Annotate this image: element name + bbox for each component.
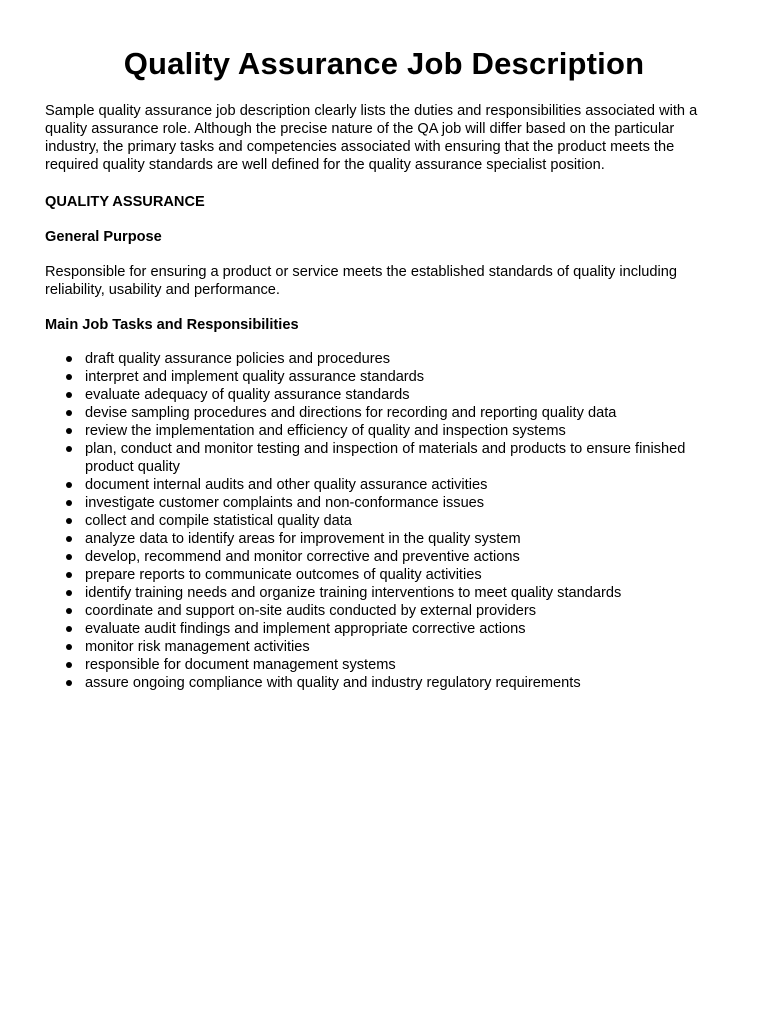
list-item-text: devise sampling procedures and directions for recording and reporting quality data [85,405,617,421]
list-item-text: prepare reports to communicate outcomes of quality activities [85,567,482,583]
list-item [45,602,723,620]
list-item-text: coordinate and support on-site audits conducted by external providers [85,603,537,619]
bullet-icon [66,374,72,380]
bullet-icon [66,518,72,524]
general-purpose-text: Responsible for ensuring a product or service meets the established standards of quality including reliability, usability and performance. [45,264,677,298]
bullet-icon [66,446,72,452]
list-item [45,584,723,602]
bullet-icon [66,500,72,506]
page-title: Quality Assurance Job Description [123,46,645,81]
general-purpose-heading: General Purpose [45,229,162,245]
list-item-text: assure ongoing compliance with quality and industry regulatory requirements [85,675,581,691]
list-item [45,566,723,584]
bullet-icon [66,356,72,362]
section-heading: QUALITY ASSURANCE [45,194,205,210]
intro-paragraph: Sample quality assurance job description clearly lists the duties and responsibilities associated with a quality assurance role. Although the precise nature of the QA job will differ based on the particular industry, the primary tasks and competencies associated with ensuring that the product meets the required quality standards are well defined for the quality assurance specialist position. [45,103,698,173]
list-item [45,368,723,386]
bullet-icon [66,680,72,686]
list-item [45,512,723,530]
list-item-text: evaluate adequacy of quality assurance standards [85,387,410,403]
list-item-text: investigate customer complaints and non-conformance issues [85,495,485,511]
tasks-heading: Main Job Tasks and Responsibilities [45,317,299,333]
list-item [45,404,723,422]
list-item [45,440,723,476]
list-item-text: identify training needs and organize training interventions to meet quality standards [85,585,622,601]
list-item [45,674,723,692]
bullet-icon [66,554,72,560]
list-item-text: evaluate audit findings and implement appropriate corrective actions [85,621,526,637]
list-item-text: collect and compile statistical quality data [85,513,352,529]
list-item-text: responsible for document management systems [85,657,396,673]
bullet-icon [66,626,72,632]
bullet-icon [66,608,72,614]
list-item [45,656,723,674]
list-item [45,548,723,566]
bullet-icon [66,410,72,416]
list-item-text: analyze data to identify areas for improvement in the quality system [85,531,521,547]
list-item [45,620,723,638]
list-item [45,476,723,494]
bullet-icon [66,644,72,650]
bullet-icon [66,662,72,668]
list-item [45,638,723,656]
bullet-icon [66,536,72,542]
list-item-text: draft quality assurance policies and procedures [85,351,391,367]
list-item [45,422,723,440]
bullet-icon [66,482,72,488]
task-list [45,350,723,692]
bullet-icon [66,572,72,578]
bullet-icon [66,428,72,434]
list-item [45,530,723,548]
bullet-icon [66,590,72,596]
list-item-text: plan, conduct and monitor testing and inspection of materials and products to ensure finished product quality [85,441,686,475]
list-item [45,386,723,404]
list-item-text: monitor risk management activities [85,639,310,655]
list-item-text: document internal audits and other quality assurance activities [85,477,488,493]
list-item [45,494,723,512]
bullet-icon [66,392,72,398]
list-item [45,350,723,368]
list-item-text: review the implementation and efficiency of quality and inspection systems [85,423,566,439]
list-item-text: interpret and implement quality assurance standards [85,369,425,385]
list-item-text: develop, recommend and monitor corrective and preventive actions [85,549,520,565]
